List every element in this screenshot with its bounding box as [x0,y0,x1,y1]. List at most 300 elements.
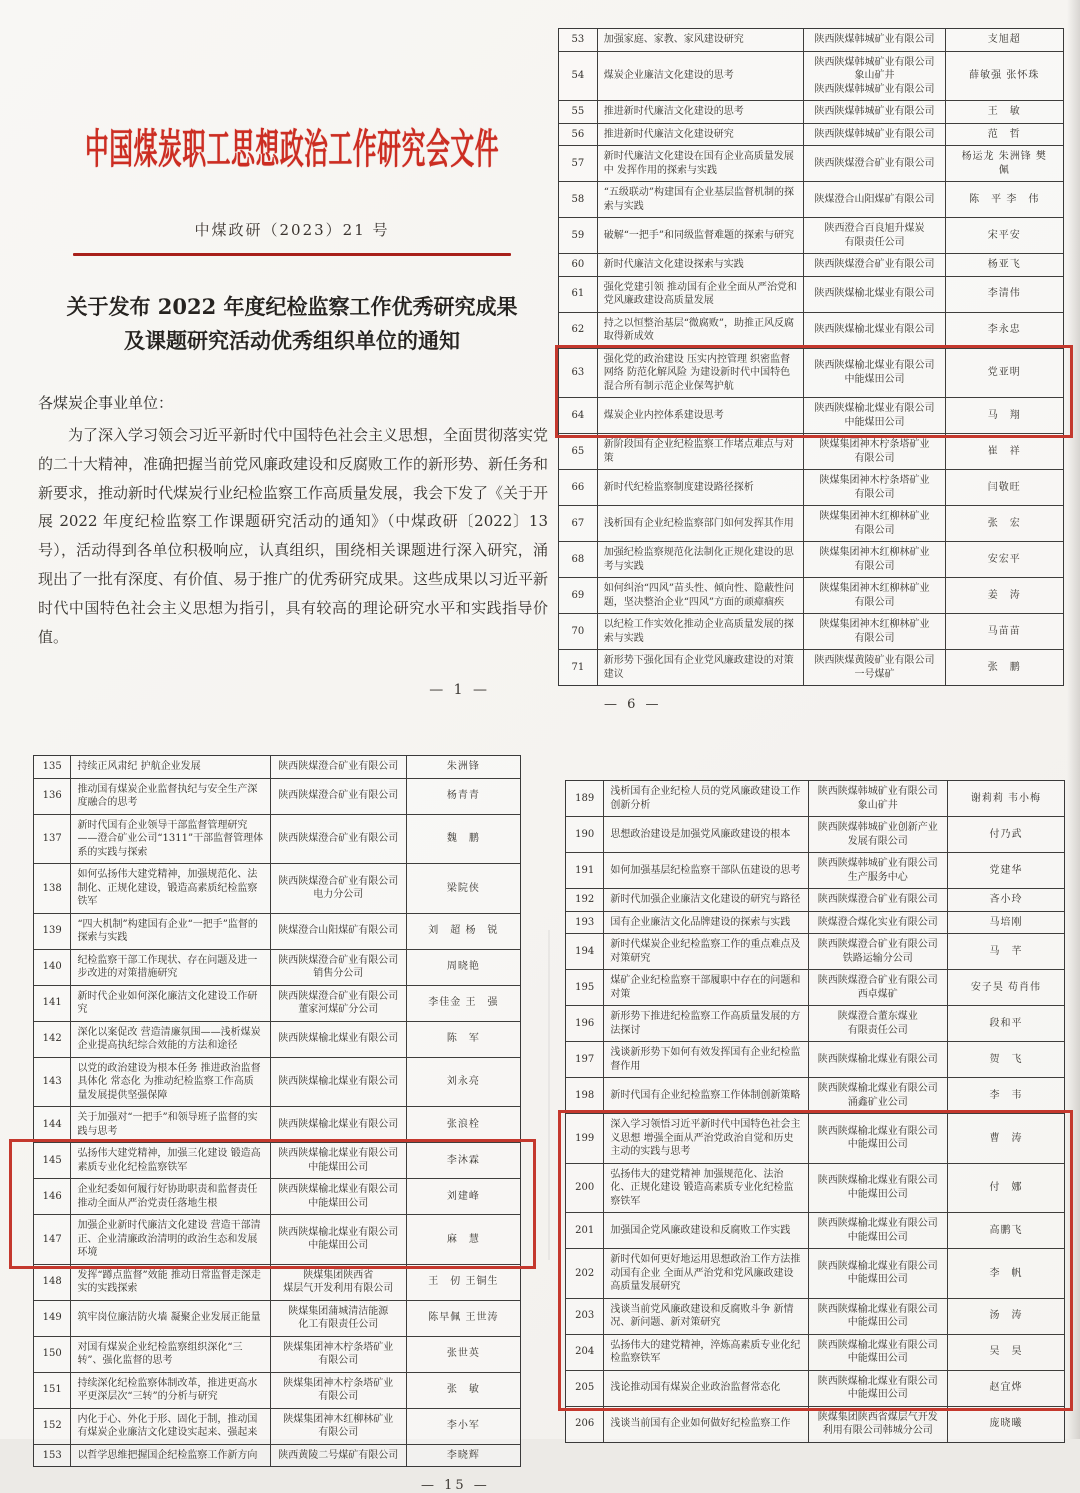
row-organization: 陕西陕煤榆北煤业有限公司 中能煤田公司 [808,1249,947,1298]
table-row [559,397,1063,433]
table-row [34,1444,520,1467]
row-author: 王 敏 [945,101,1063,123]
row-number: 151 [42,1384,62,1396]
row-organization: 陕煤集团神木柠条塔矿业 有限公司 [803,470,944,505]
row-number: 204 [575,1346,595,1358]
table-row [559,123,1063,146]
row-number: 61 [571,288,585,300]
table-row [566,933,1064,969]
row-organization: 陕煤集团神木柠条塔矿业 有限公司 [803,434,944,469]
row-organization: 陕煤集团神木柠条塔矿业 有限公司 [270,1373,406,1408]
row-organization: 陕煤集团神木红柳林矿业 有限公司 [803,506,944,541]
table-row [559,312,1063,348]
row-organization: 陕西陕煤榆北煤业有限公司 涌鑫矿业公司 [808,1078,947,1113]
row-title: 深化以案促改 营造清廉氛围——浅析煤炭企业提高执纪综合效能的方法和途径 [70,1022,269,1057]
row-organization: 陕西陕煤榆北煤业有限公司 [803,277,944,312]
row-title: 强化党建引领 推动国有企业全面从严治党和党风廉政建设高质量发展 [597,277,804,312]
row-title: 加强家庭、家教、家风建设研究 [597,29,804,51]
row-number: 62 [571,324,585,336]
row-organization: 陕西陕煤澄合矿业有限公司 [270,779,406,814]
row-number: 201 [575,1224,595,1236]
row-author: 李 帆 [947,1249,1064,1298]
row-organization: 陕煤澄合山阳煤矿有限公司 [803,182,944,217]
table-row [34,949,520,985]
row-number: 148 [42,1276,62,1288]
row-number: 135 [42,761,62,772]
row-title: 浅析国有企业纪检人员的党风廉政建设工作创新分析 [603,781,807,816]
row-author: 马培刚 [947,912,1064,934]
table-row [566,1077,1064,1113]
row-number: 140 [42,961,62,973]
table-row [566,781,1064,816]
row-number: 205 [575,1382,595,1394]
table-row [34,814,520,864]
row-author: 张 敏 [406,1373,520,1408]
row-author: 党建华 [947,853,1064,888]
table-row [566,1334,1064,1370]
row-title: 新时代企业如何深化廉洁文化建设工作研究 [70,986,269,1021]
salutation: 各煤炭企事业单位： [38,394,174,413]
row-number: 146 [42,1190,62,1202]
row-organization: 陕西陕煤榆北煤业有限公司 中能煤田公司 [808,1299,947,1334]
row-organization: 陕西陕煤榆北煤业有限公司 中能煤田公司 [803,398,944,433]
row-title: 企业纪委如何履行好协助职责和监督责任 推动全面从严治党责任落地生根 [70,1179,269,1214]
table-row [566,1113,1064,1163]
row-title: 新时代廉洁文化建设探索与实践 [597,254,804,276]
row-number: 145 [42,1154,62,1166]
photo-edge-shade [1067,0,1080,1439]
issuer-banner: 中国煤炭职工思想政治工作研究会文件 [84,125,500,173]
row-number: 189 [575,792,595,804]
row-title: 煤炭企业内控体系建设思考 [597,398,804,433]
row-title: 思想政治建设是加强党风廉政建设的根本 [603,817,807,852]
row-organization: 陕煤集团陕西省 煤层气开发利用有限公司 [270,1265,406,1300]
table-row [559,145,1063,181]
table-row [559,253,1063,276]
row-title: 浅谈新形势下如何有效发挥国有企业纪检监督作用 [603,1042,807,1077]
row-organization: 陕西陕煤榆北煤业有限公司 [808,1042,947,1077]
row-organization: 陕西陕煤澄合矿业有限公司 电力分公司 [270,864,406,913]
row-title: 破解“一把手”和同级监督难题的探索与研究 [597,218,804,253]
row-organization: 陕煤集团神木红柳林矿业 有限公司 [803,578,944,613]
table-row [559,541,1063,577]
row-organization: 陕西陕煤澄合矿业有限公司 [270,815,406,864]
row-author: 张世英 [406,1337,520,1372]
row-number: 142 [42,1033,62,1045]
row-number: 203 [575,1310,595,1322]
notice-body: 为了深入学习领会习近平新时代中国特色社会主义思想，全面贯彻落实党的二十大精神，准确把握当前党风廉政建设和反腐败工作的新形势、新任务和新要求，推动新时代煤炭行业纪检监察工作高质量发展，我会下发了《关于开展 2022 年度纪检监察工作课题研究活动的通知》（中煤政研〔2022〕13 号），活动得到各单位积极响应，认真组织，围绕相关课题进行深入研究，涌现出了一批有深度、有价值、易于推广的优秀研究成果。这些成果以习近平新时代中国特色社会主义思想为指引，具有较高的理论研究水平和实践指导价值。 [38,426,549,646]
row-organization: 陕西陕煤榆北煤业有限公司 [270,1058,406,1107]
row-number: 138 [42,882,62,894]
row-author: 李沐霖 [406,1143,520,1178]
row-number: 57 [571,157,585,169]
row-title: 以哲学思维把握国企纪检监察工作新方向 [70,1445,269,1467]
row-title: 弘扬伟大建党精神，加强三化建设 锻造高素质专业化纪检监察铁军 [70,1143,269,1178]
row-author: 梁院侠 [406,864,520,913]
row-author: 陈 平 李 伟 [945,182,1063,217]
row-number: 152 [42,1420,62,1432]
row-organization: 陕西陕煤榆北煤业有限公司 中能煤田公司 [808,1114,947,1163]
row-title: 内化于心、外化于形、固化于制，推动国有煤炭企业廉洁文化建设实起来、强起来 [70,1409,269,1444]
row-number: 67 [571,517,585,529]
row-author: 闫敬旺 [945,470,1063,505]
row-title: 纪检监察干部工作现状、存在问题及进一步改进的对策措施研究 [70,950,269,985]
row-organization: 陕西陕煤澄合矿业有限公司 [803,146,944,181]
row-organization: 陕西陕煤澄合矿业有限公司 西卓煤矿 [808,970,947,1005]
table-row [559,348,1063,398]
page-number: — 1 — [429,682,490,698]
notice-title-line-2: 及课题研究活动优秀组织单位的通知 [124,328,460,354]
table-row [34,1372,520,1408]
row-organization: 陕西陕煤榆北煤业有限公司 中能煤田公司 [270,1215,406,1264]
row-author: 李小军 [406,1409,520,1444]
row-number: 139 [42,925,62,937]
row-organization: 陕煤集团神木红柳林矿业 有限公司 [803,542,944,577]
row-author: 马 翔 [945,398,1063,433]
row-organization: 陕煤集团蒲城清洁能源 化工有限责任公司 [270,1301,406,1336]
notice-title [38,290,546,358]
row-number: 141 [42,997,62,1009]
row-title: 新时代纪检监察制度建设路径探析 [597,470,804,505]
row-author: 付 娜 [947,1164,1064,1213]
table-row [34,1106,520,1142]
row-number: 198 [575,1089,595,1101]
table-row [34,1336,520,1372]
row-author: 杨运龙 朱洲锋 樊 佩 [945,146,1063,181]
row-number: 193 [575,916,595,928]
row-organization: 陕西陕煤榆北煤业有限公司 中能煤田公司 [808,1213,947,1248]
row-author: 杨青青 [406,779,520,814]
row-number: 137 [42,833,62,844]
row-number: 196 [575,1017,595,1029]
table-row [566,911,1064,934]
row-title: 新时代加强企业廉洁文化建设的研究与路径 [603,889,807,911]
row-author: 吴 昊 [947,1335,1064,1370]
issuer-banner-wrap [30,116,554,175]
row-organization: 陕西陕煤榆北煤业有限公司 中能煤田公司 [803,349,944,398]
row-title: 加强企业新时代廉洁文化建设 营造干部清正、企业清廉政治清明的政治生态和发展环境 [70,1215,269,1264]
table-row [566,1406,1064,1442]
table-row [34,1178,520,1214]
row-number: 64 [571,409,585,421]
row-author: 刘建峰 [406,1179,520,1214]
row-title: 弘扬伟大的建党精神 加强规范化、法治化、正规化建设 锻造高素质专业化纪检监察铁军 [603,1164,807,1213]
table-row [566,1298,1064,1334]
row-title: 国有企业廉洁文化品牌建设的探索与实践 [603,912,807,934]
row-author: 李清伟 [945,277,1063,312]
row-author: 庞晓曦 [947,1407,1064,1442]
row-author: 李佳金 王 强 [406,986,520,1021]
row-organization: 陕西陕煤榆北煤业有限公司 中能煤田公司 [808,1371,947,1406]
table-page-number: — 15 — [421,1478,490,1493]
row-author: 安子昊 苟肖伟 [947,970,1064,1005]
row-number: 63 [571,367,585,378]
row-title: 持之以恒整治基层“微腐败”，助推正风反腐取得新成效 [597,313,804,348]
row-author: 朱洲锋 [406,756,520,778]
row-author: 曹 涛 [947,1114,1064,1163]
table-row [559,577,1063,613]
row-author: 张 鹏 [945,650,1063,685]
table-row [34,756,520,778]
row-author: 张 宏 [945,506,1063,541]
row-number: 199 [575,1132,595,1144]
results-page-6 [558,28,1064,712]
row-number: 65 [571,445,585,457]
table-row [34,1408,520,1444]
table-row [559,613,1063,649]
table-row [559,505,1063,541]
row-title: 新时代如何更好地运用思想政治工作方法推动国有企业 全面从严治党和党风廉政建设高质量发展研究 [603,1249,807,1298]
row-author: 马 芊 [947,934,1064,969]
page-edge-shadow [548,930,550,1260]
row-number: 149 [42,1312,62,1324]
table-row [566,852,1064,888]
row-title: 持续正风肃纪 护航企业发展 [70,756,269,778]
notice-page [30,0,554,712]
row-author: 魏 鹏 [406,815,520,864]
row-author: 崔 祥 [945,434,1063,469]
row-organization: 陕西陕煤榆北煤业有限公司 中能煤田公司 [270,1143,406,1178]
table-row [559,433,1063,469]
row-title: 深入学习领悟习近平新时代中国特色社会主义思想 增强全面从严治党政治自觉和历史主动的实践与思考 [603,1114,807,1163]
row-title: 如何弘扬伟大建党精神，加强规范化、法制化、正规化建设，锻造高素质纪检监察铁军 [70,864,269,913]
notice-title-line-1: 关于发布 2022 年度纪检监察工作优秀研究成果 [66,294,518,319]
row-author: 安宏平 [945,542,1063,577]
row-title: 新时代国有企业领导干部监督管理研究——澄合矿业公司“1311”干部监督管理体系的实践与探索 [70,815,269,864]
row-title: 新时代煤炭企业纪检监察工作的重点难点及对策研究 [603,934,807,969]
row-number: 68 [571,553,585,565]
row-number: 69 [571,589,585,601]
row-organization: 陕煤集团神木红柳林矿业 有限公司 [270,1409,406,1444]
row-author: 周晓艳 [406,950,520,985]
table-row [34,1300,520,1336]
row-number: 190 [575,828,595,840]
table-row [559,649,1063,685]
row-organization: 陕西陕煤韩城矿业有限公司 [803,29,944,51]
row-number: 59 [571,229,585,241]
table-row [559,51,1063,101]
row-number: 56 [571,128,585,140]
row-number: 71 [571,661,585,673]
row-title: 弘扬伟大的建党精神，淬炼高素质专业化纪检监察铁军 [603,1335,807,1370]
row-author: 麻 慧 [406,1215,520,1264]
row-title: 如何纠治“四风”苗头性、倾向性、隐蔽性问题，坚决整治企业“四风”方面的顽瘴痼疾 [597,578,804,613]
row-organization: 陕西陕煤韩城矿业有限公司 象山矿井 [808,781,947,816]
table-row [34,1142,520,1178]
table-row [559,181,1063,217]
row-title: 推动国有煤炭企业监督执纪与安全生产深度融合的思考 [70,779,269,814]
row-organization: 陕西陕煤榆北煤业有限公司 中能煤田公司 [808,1335,947,1370]
row-author: 陈早佩 王世涛 [406,1301,520,1336]
row-number: 58 [571,193,585,205]
row-title: 浅析国有企业纪检监察部门如何发挥其作用 [597,506,804,541]
row-number: 153 [42,1449,62,1461]
results-table-page-15 [33,755,521,1467]
row-number: 150 [42,1348,62,1360]
row-author: 党亚明 [945,349,1063,398]
row-number: 202 [575,1267,595,1279]
row-author: 赵宜烨 [947,1371,1064,1406]
row-author: 李 韦 [947,1078,1064,1113]
table-row [34,1264,520,1300]
row-number: 54 [571,70,585,81]
row-title: 新时代廉洁文化建设在国有企业高质量发展中 发挥作用的探索与实践 [597,146,804,181]
table-page-number: — 6 — [604,697,662,712]
row-title: 发挥“蹲点监督”效能 推动日常监督走深走实的实践探索 [70,1265,269,1300]
row-title: 新形势下强化国有企业党风廉政建设的对策建议 [597,650,804,685]
row-number: 136 [42,790,62,802]
row-title: 加强国企党风廉政建设和反腐败工作实践 [603,1213,807,1248]
table-row [559,29,1063,51]
row-title: 持续深化纪检监察体制改革，推进更高水平更深层次“三转”的分析与研究 [70,1373,269,1408]
row-author: 刘 超 杨 锐 [406,914,520,949]
table-row [566,1212,1064,1248]
row-organization: 陕西陕煤韩城矿业创新产业 发展有限公司 [808,817,947,852]
row-title: “四大机制”构建国有企业“一把手”监督的探索与实践 [70,914,269,949]
red-divider [73,253,511,256]
table-row [559,100,1063,123]
row-organization: 陕西黄陵二号煤矿有限公司 [270,1445,406,1467]
row-organization: 陕西陕煤澄合矿业有限公司 [270,756,406,778]
row-title: 强化党的政治建设 压实内控管理 织密监督网络 防范化解风险 为建设新时代中国特色混合所有制示范企业保驾护航 [597,349,804,398]
row-title: 浅谈当前国有企业如何做好纪检监察工作 [603,1407,807,1442]
row-author: 贺 飞 [947,1042,1064,1077]
row-number: 191 [575,864,595,876]
row-number: 206 [575,1418,595,1430]
row-author: 段和平 [947,1006,1064,1041]
row-author: 杨亚飞 [945,254,1063,276]
table-row [566,1005,1064,1041]
table-row [559,217,1063,253]
table-row [34,1057,520,1107]
row-title: 新形势下推进纪检监察工作高质量发展的方法探讨 [603,1006,807,1041]
row-number: 70 [571,625,585,637]
row-organization: 陕西陕煤澄合矿业有限公司 [803,254,944,276]
row-organization: 陕煤澄合山阳煤矿有限公司 [270,914,406,949]
row-title: 推进新时代廉洁文化建设研究 [597,124,804,146]
row-author: 宋平安 [945,218,1063,253]
row-organization: 陕煤集团陕西省煤层气开发 利用有限公司韩城分公司 [808,1407,947,1442]
table-row [566,1370,1064,1406]
row-organization: 陕西陕煤澄合矿业有限公司 董家河煤矿分公司 [270,986,406,1021]
row-number: 195 [575,981,595,993]
row-title: 推进新时代廉洁文化建设的思考 [597,101,804,123]
row-title: 以党的政治建设为根本任务 推进政治监督具体化 常态化 为推动纪检监察工作高质量发展提供坚强保障 [70,1058,269,1107]
row-number: 147 [42,1233,62,1245]
row-title: 新阶段国有企业纪检监察工作堵点难点与对策 [597,434,804,469]
row-author: 高鹏飞 [947,1213,1064,1248]
row-organization: 陕西陕煤韩城矿业有限公司 [803,101,944,123]
table-row [34,1021,520,1057]
table-row [566,1248,1064,1298]
table-row [34,913,520,949]
row-author: 谢莉莉 韦小梅 [947,781,1064,816]
table-row [34,778,520,814]
row-organization: 陕西陕煤榆北煤业有限公司 [270,1022,406,1057]
row-organization: 陕西陕煤澄合矿业有限公司 铁路运输分公司 [808,934,947,969]
row-organization: 陕西陕煤黄陵矿业有限公司 一号煤矿 [803,650,944,685]
row-organization: 陕煤澄合董东煤业 有限责任公司 [808,1006,947,1041]
table-row [559,469,1063,505]
results-page-15 [33,755,521,1493]
row-title: 加强纪检监察规范化法制化正规化建设的思考与实践 [597,542,804,577]
row-number: 200 [575,1182,595,1193]
row-author: 李晓辉 [406,1445,520,1467]
row-author: 薛敏强 张怀珠 [945,52,1063,101]
row-title: 煤矿企业纪检监察干部履职中存在的问题和对策 [603,970,807,1005]
row-number: 144 [42,1118,62,1130]
row-organization: 陕西陕煤韩城矿业有限公司 [803,124,944,146]
row-organization: 陕西陕煤澄合矿业有限公司 [808,889,947,911]
row-number: 55 [571,106,585,117]
row-organization: 陕煤澄合煤化实业有限公司 [808,912,947,934]
row-number: 197 [575,1053,595,1065]
table-row [34,863,520,913]
table-row [566,969,1064,1005]
row-organization: 陕煤集团神木红柳林矿业 有限公司 [803,614,944,649]
row-organization: 陕煤集团神木柠条塔矿业 有限公司 [270,1337,406,1372]
row-organization: 陕西陕煤榆北煤业有限公司 [270,1107,406,1142]
row-organization: 陕西陕煤榆北煤业有限公司 中能煤田公司 [270,1179,406,1214]
results-table-last [565,780,1065,1443]
row-title: 煤炭企业廉洁文化建设的思考 [597,52,804,101]
row-author: 汤 涛 [947,1299,1064,1334]
row-title: 以纪检工作实效化推动企业高质量发展的探索与实践 [597,614,804,649]
results-table-page-6 [558,28,1064,686]
table-row [566,888,1064,911]
row-author: 陈 军 [406,1022,520,1057]
row-number: 66 [571,481,585,493]
row-title: 新时代国有企业纪检监察工作体制创新策略 [603,1078,807,1113]
row-organization: 陕西陕煤韩城矿业有限公司 象山矿井 陕西陕煤韩城矿业有限公司 [803,52,944,101]
row-author: 支旭超 [945,29,1063,51]
row-organization: 陕西陕煤韩城矿业有限公司 生产服务中心 [808,853,947,888]
row-organization: 陕西陕煤榆北煤业有限公司 [803,313,944,348]
table-row [34,1214,520,1264]
row-author: 张浪栓 [406,1107,520,1142]
table-row [566,1163,1064,1213]
row-title: 如何加强基层纪检监察干部队伍建设的思考 [603,853,807,888]
row-organization: 陕西陕煤澄合矿业有限公司 销售分公司 [270,950,406,985]
row-title: 对国有煤炭企业纪检监察组织深化“三转”、强化监督的思考 [70,1337,269,1372]
document-number: 中煤政研（2023）21 号 [194,221,390,239]
row-title: “五级联动”构建国有企业基层监督机制的探索与实践 [597,182,804,217]
row-author: 姜 涛 [945,578,1063,613]
row-author: 吝小玲 [947,889,1064,911]
row-title: 关于加强对“一把手”和领导班子监督的实践与思考 [70,1107,269,1142]
row-number: 53 [571,34,585,45]
row-number: 143 [42,1076,62,1087]
row-author: 王 仞 王铜生 [406,1265,520,1300]
row-title: 浅论推动国有煤炭企业政治监督常态化 [603,1371,807,1406]
table-row [566,816,1064,852]
table-row [559,276,1063,312]
table-row [566,1041,1064,1077]
row-author: 刘永亮 [406,1058,520,1107]
row-title: 浅谈当前党风廉政建设和反腐败斗争 新情况、新问题、新对策研究 [603,1299,807,1334]
row-title: 筑牢岗位廉洁防火墙 凝聚企业发展正能量 [70,1301,269,1336]
row-number: 194 [575,945,595,957]
row-author: 付乃武 [947,817,1064,852]
results-page-last [565,780,1065,1443]
table-row [34,985,520,1021]
row-organization: 陕西澄合百良旭升煤炭 有限责任公司 [803,218,944,253]
row-author: 范 哲 [945,124,1063,146]
row-number: 192 [575,894,595,905]
row-author: 李永忠 [945,313,1063,348]
row-organization: 陕西陕煤榆北煤业有限公司 中能煤田公司 [808,1164,947,1213]
row-author: 马苗苗 [945,614,1063,649]
